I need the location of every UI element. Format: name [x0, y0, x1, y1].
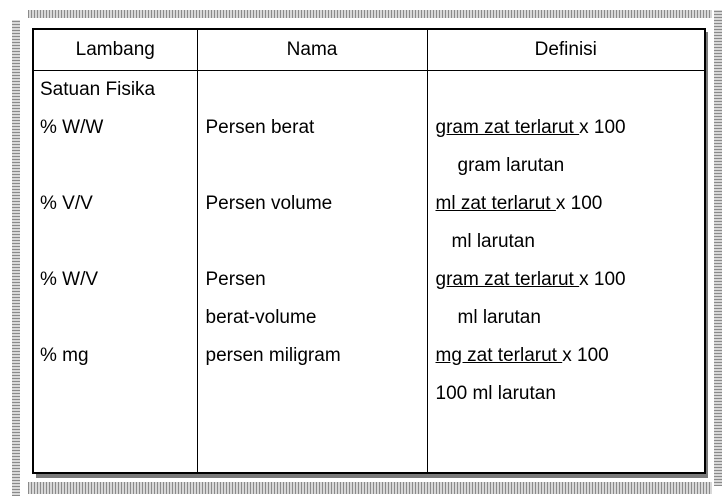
header-lambang: Lambang [33, 29, 197, 71]
spacer [198, 147, 427, 185]
lambang-percent-mg: % mg [40, 345, 89, 366]
lambang-percent-wv: % W/V [40, 269, 99, 290]
nama-column [197, 71, 427, 474]
wv-numerator: gram zat terlarut [435, 269, 580, 290]
nama-berat-volume: berat-volume [205, 307, 317, 328]
spacer [34, 147, 197, 185]
concentration-units-table [32, 28, 706, 474]
decorative-right-bar [714, 10, 722, 486]
ww-numerator: gram zat terlarut [435, 117, 580, 138]
definisi-wv-numerator-line [428, 261, 705, 299]
lambang-percent-vv: % V/V [40, 193, 93, 214]
table-body-row [33, 71, 705, 474]
decorative-bottom-bar [28, 482, 712, 494]
mg-numerator: mg zat terlarut [435, 345, 563, 366]
header-nama: Nama [197, 29, 427, 71]
nama-persen-volume: Persen volume [205, 193, 333, 214]
spacer [198, 223, 427, 261]
decorative-left-bar [12, 20, 20, 496]
lambang-percent-ww: % W/W [40, 117, 104, 138]
definisi-column [427, 71, 705, 474]
nama-persen-berat: Persen berat [205, 117, 315, 138]
vv-numerator: ml zat terlarut [435, 193, 556, 214]
mg-denominator: 100 ml larutan [435, 383, 556, 404]
nama-persen: Persen [205, 269, 266, 290]
vv-multiplier: x 100 [555, 193, 603, 214]
wv-multiplier: x 100 [579, 269, 626, 290]
nama-persen-miligram: persen miligram [205, 345, 341, 366]
wv-denominator: ml larutan [457, 307, 541, 328]
definisi-vv-numerator-line [428, 185, 705, 223]
table-header-row [33, 29, 705, 71]
spacer [198, 71, 427, 109]
decorative-top-bar [28, 10, 712, 18]
mg-multiplier: x 100 [562, 345, 609, 366]
vv-denominator: ml larutan [451, 231, 535, 252]
spacer [34, 223, 197, 261]
spacer [34, 299, 197, 337]
ww-multiplier: x 100 [579, 117, 626, 138]
lambang-column [33, 71, 197, 474]
lambang-satuan-fisika: Satuan Fisika [40, 79, 156, 100]
ww-denominator: gram larutan [457, 155, 565, 176]
header-definisi: Definisi [427, 29, 705, 71]
definisi-ww-numerator-line [428, 109, 705, 147]
spacer [428, 71, 705, 109]
definisi-mg-numerator-line [428, 337, 705, 375]
